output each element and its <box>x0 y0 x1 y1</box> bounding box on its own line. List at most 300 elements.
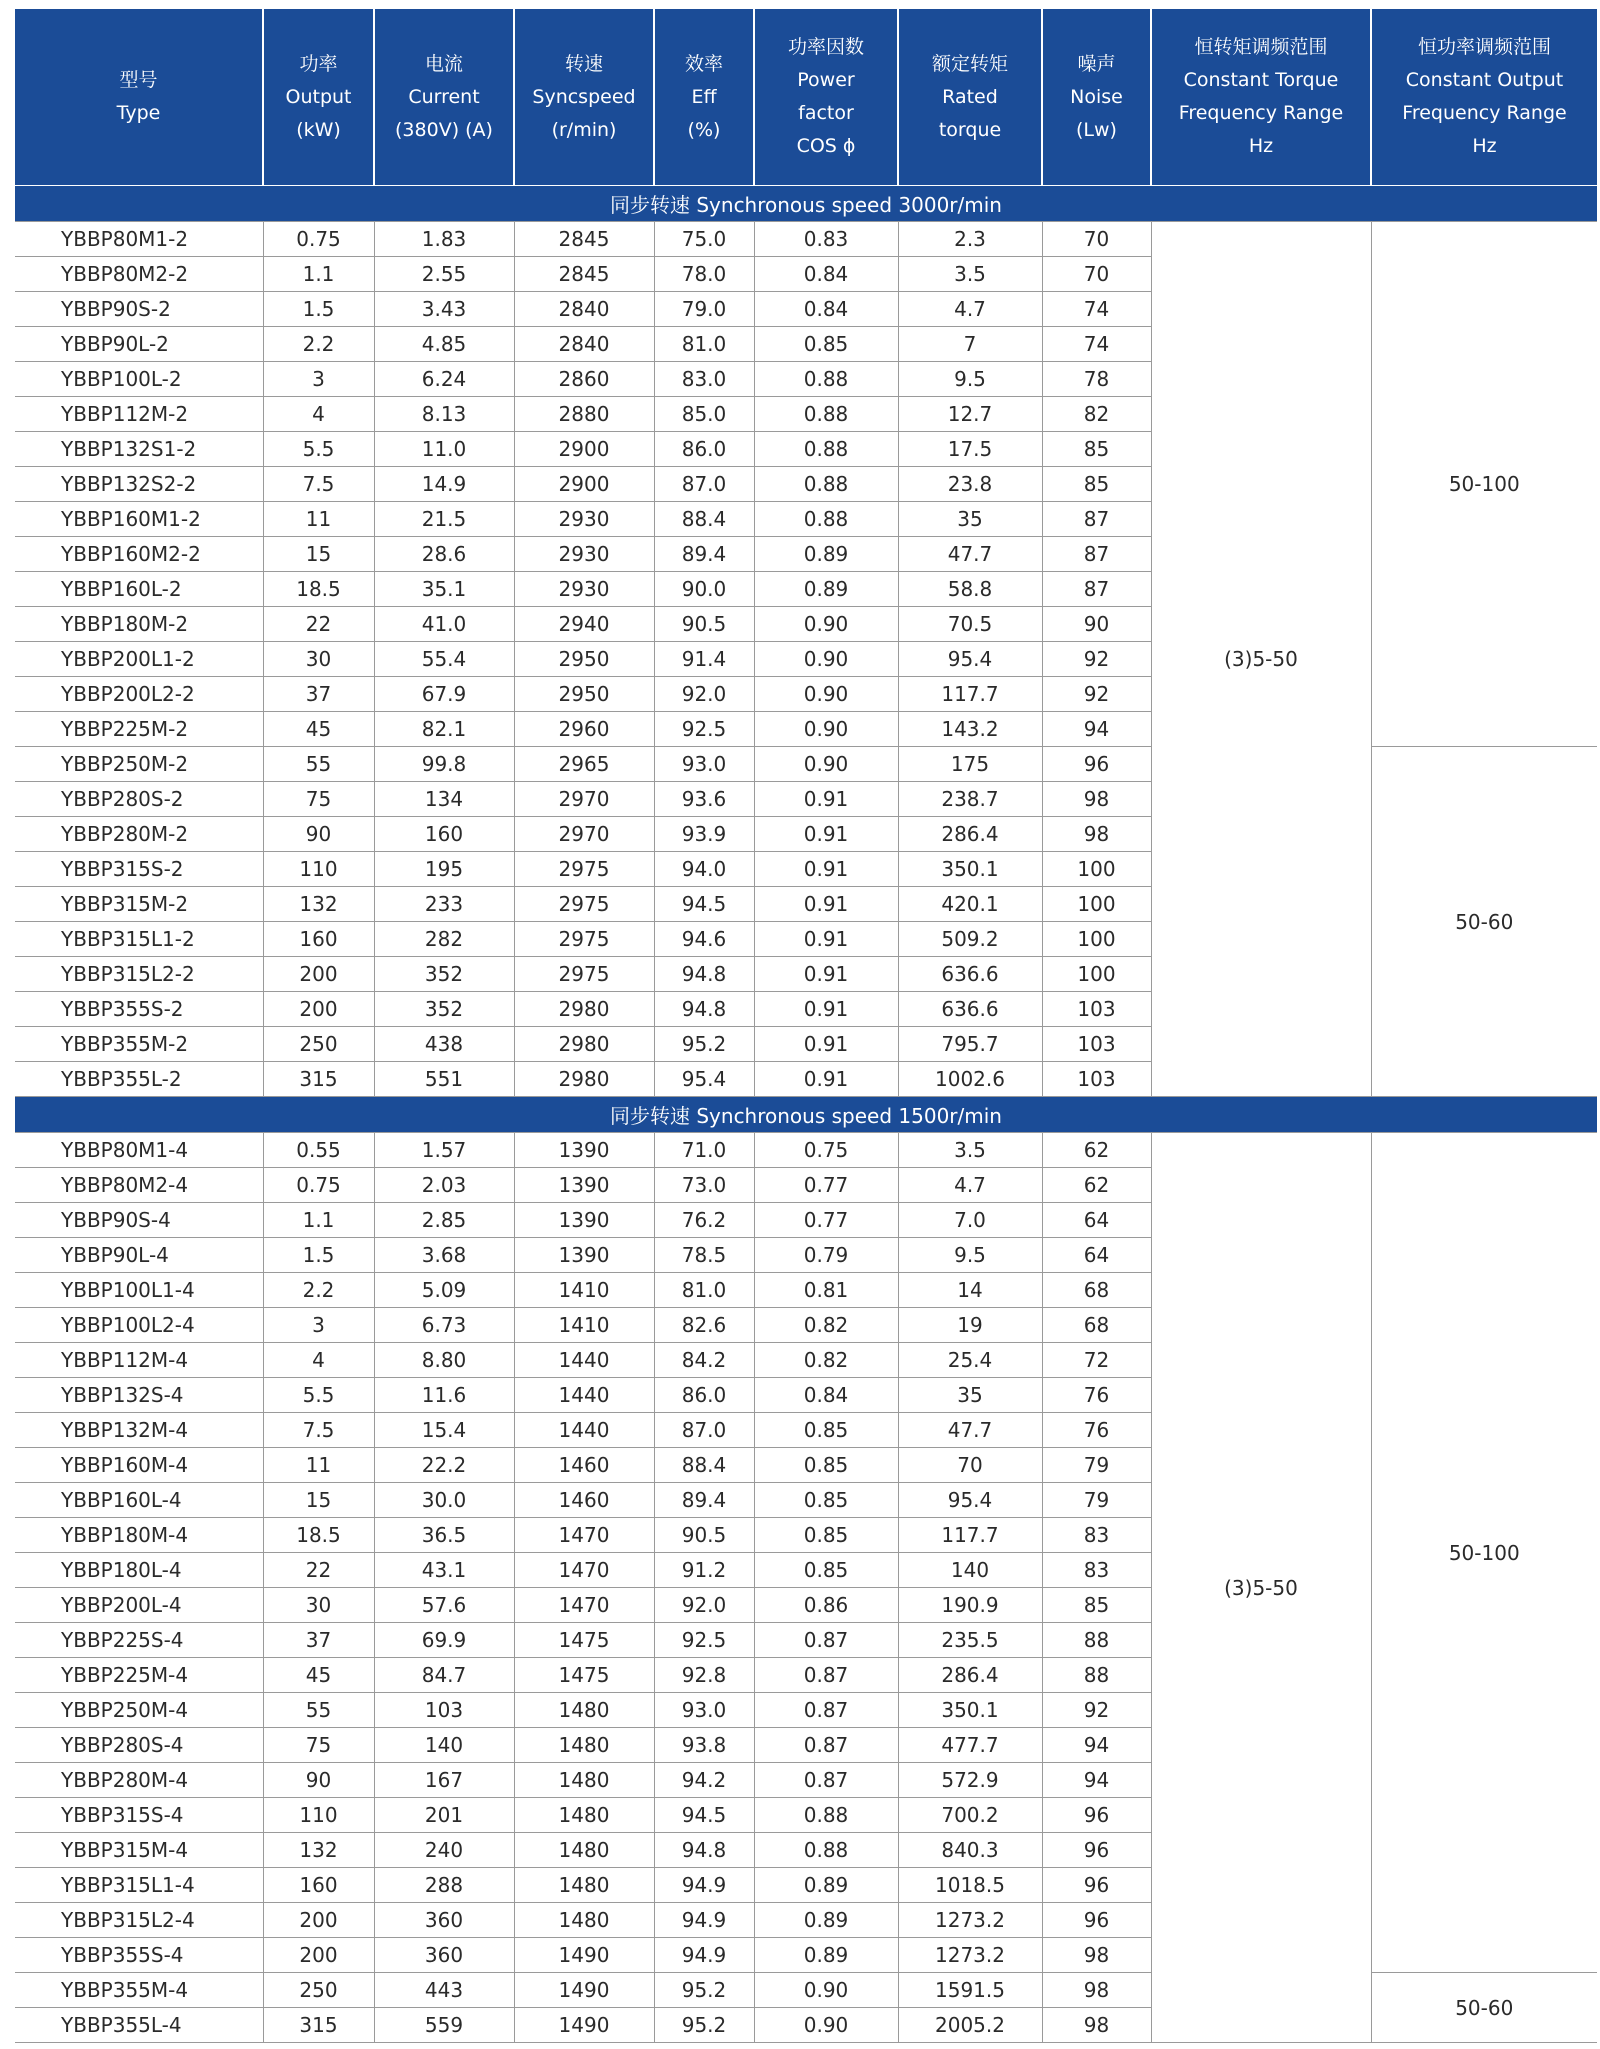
cell-output: 0.55 <box>263 1133 374 1168</box>
cell-rated-torque: 23.8 <box>898 467 1042 502</box>
cell-type: YBBP355M-4 <box>15 1973 263 2008</box>
cell-syncspeed: 2975 <box>514 957 654 992</box>
cell-type: YBBP200L2-2 <box>15 677 263 712</box>
cell-noise: 94 <box>1042 712 1151 747</box>
cell-output: 11 <box>263 502 374 537</box>
cell-current: 240 <box>374 1833 514 1868</box>
cell-syncspeed: 2845 <box>514 222 654 257</box>
cell-output: 4 <box>263 1343 374 1378</box>
cell-rated-torque: 25.4 <box>898 1343 1042 1378</box>
cell-syncspeed: 1410 <box>514 1308 654 1343</box>
header-line: Power <box>797 69 855 91</box>
cell-type: YBBP100L2-4 <box>15 1308 263 1343</box>
cell-noise: 74 <box>1042 292 1151 327</box>
cell-rated-torque: 636.6 <box>898 957 1042 992</box>
cell-type: YBBP80M2-2 <box>15 257 263 292</box>
cell-type: YBBP355M-2 <box>15 1027 263 1062</box>
cell-output: 1.5 <box>263 292 374 327</box>
cell-type: YBBP180M-2 <box>15 607 263 642</box>
cell-efficiency: 91.2 <box>654 1553 754 1588</box>
cell-output: 200 <box>263 1903 374 1938</box>
cell-rated-torque: 350.1 <box>898 852 1042 887</box>
cell-current: 57.6 <box>374 1588 514 1623</box>
cell-noise: 76 <box>1042 1413 1151 1448</box>
table-row <box>15 222 1597 257</box>
cell-output: 90 <box>263 1763 374 1798</box>
cell-efficiency: 93.8 <box>654 1728 754 1763</box>
header-current <box>374 9 514 186</box>
cell-rated-torque: 3.5 <box>898 257 1042 292</box>
cell-syncspeed: 2940 <box>514 607 654 642</box>
header-line: Output <box>285 85 352 108</box>
cell-type: YBBP132S1-2 <box>15 432 263 467</box>
cell-noise: 98 <box>1042 817 1151 852</box>
cell-noise: 96 <box>1042 1868 1151 1903</box>
cell-rated-torque: 286.4 <box>898 1658 1042 1693</box>
cell-rated-torque: 1273.2 <box>898 1938 1042 1973</box>
cell-noise: 78 <box>1042 362 1151 397</box>
cell-syncspeed: 1490 <box>514 1973 654 2008</box>
cell-current: 55.4 <box>374 642 514 677</box>
cell-syncspeed: 1460 <box>514 1483 654 1518</box>
cell-efficiency: 92.5 <box>654 1623 754 1658</box>
cell-power-factor: 0.91 <box>754 782 898 817</box>
cell-syncspeed: 1390 <box>514 1133 654 1168</box>
cell-power-factor: 0.87 <box>754 1728 898 1763</box>
cell-rated-torque: 17.5 <box>898 432 1042 467</box>
header-line: Frequency Range <box>1402 102 1567 124</box>
cell-current: 2.55 <box>374 257 514 292</box>
cell-current: 288 <box>374 1868 514 1903</box>
cell-output: 5.5 <box>263 1378 374 1413</box>
cell-noise: 87 <box>1042 537 1151 572</box>
cell-output: 3 <box>263 362 374 397</box>
cell-rated-torque: 286.4 <box>898 817 1042 852</box>
cell-current: 67.9 <box>374 677 514 712</box>
cell-type: YBBP315L2-2 <box>15 957 263 992</box>
cell-rated-torque: 700.2 <box>898 1798 1042 1833</box>
constant-torque-range-cell: (3)5-50 <box>1151 222 1371 1097</box>
cell-noise: 103 <box>1042 1062 1151 1097</box>
cell-efficiency: 94.9 <box>654 1903 754 1938</box>
cell-power-factor: 0.90 <box>754 1973 898 2008</box>
cell-output: 7.5 <box>263 467 374 502</box>
cell-noise: 92 <box>1042 642 1151 677</box>
cell-noise: 94 <box>1042 1763 1151 1798</box>
cell-noise: 100 <box>1042 887 1151 922</box>
cell-noise: 85 <box>1042 432 1151 467</box>
cell-syncspeed: 2950 <box>514 677 654 712</box>
header-output <box>263 9 374 186</box>
cell-current: 41.0 <box>374 607 514 642</box>
cell-power-factor: 0.87 <box>754 1763 898 1798</box>
cell-rated-torque: 175 <box>898 747 1042 782</box>
cell-noise: 70 <box>1042 222 1151 257</box>
cell-current: 3.68 <box>374 1238 514 1273</box>
header-line: 功率 <box>299 52 338 75</box>
cell-power-factor: 0.87 <box>754 1623 898 1658</box>
cell-power-factor: 0.84 <box>754 1378 898 1413</box>
cell-rated-torque: 70 <box>898 1448 1042 1483</box>
cell-syncspeed: 2980 <box>514 992 654 1027</box>
cell-current: 167 <box>374 1763 514 1798</box>
cell-power-factor: 0.84 <box>754 257 898 292</box>
cell-noise: 85 <box>1042 467 1151 502</box>
constant-output-range-cell: 50-100 <box>1371 1133 1597 1973</box>
cell-output: 315 <box>263 2008 374 2043</box>
cell-efficiency: 88.4 <box>654 1448 754 1483</box>
cell-type: YBBP80M2-4 <box>15 1168 263 1203</box>
cell-output: 37 <box>263 677 374 712</box>
cell-power-factor: 0.90 <box>754 712 898 747</box>
cell-current: 35.1 <box>374 572 514 607</box>
cell-rated-torque: 4.7 <box>898 1168 1042 1203</box>
cell-efficiency: 95.4 <box>654 1062 754 1097</box>
cell-noise: 62 <box>1042 1168 1151 1203</box>
cell-type: YBBP100L1-4 <box>15 1273 263 1308</box>
cell-noise: 98 <box>1042 1938 1151 1973</box>
cell-efficiency: 75.0 <box>654 222 754 257</box>
cell-current: 140 <box>374 1728 514 1763</box>
table-body <box>15 186 1597 2043</box>
cell-noise: 72 <box>1042 1343 1151 1378</box>
cell-output: 1.5 <box>263 1238 374 1273</box>
cell-syncspeed: 2980 <box>514 1062 654 1097</box>
header-line: 恒功率调频范围 <box>1417 36 1551 58</box>
cell-output: 250 <box>263 1973 374 2008</box>
header-line: (%) <box>687 118 721 141</box>
constant-output-range-cell: 50-60 <box>1371 1973 1597 2043</box>
cell-output: 250 <box>263 1027 374 1062</box>
cell-power-factor: 0.77 <box>754 1168 898 1203</box>
cell-rated-torque: 35 <box>898 1378 1042 1413</box>
cell-type: YBBP112M-4 <box>15 1343 263 1378</box>
cell-type: YBBP225M-4 <box>15 1658 263 1693</box>
header-syncspeed <box>514 9 654 186</box>
cell-type: YBBP160M1-2 <box>15 502 263 537</box>
cell-current: 15.4 <box>374 1413 514 1448</box>
cell-syncspeed: 2980 <box>514 1027 654 1062</box>
cell-current: 551 <box>374 1062 514 1097</box>
cell-noise: 88 <box>1042 1623 1151 1658</box>
cell-current: 1.57 <box>374 1133 514 1168</box>
cell-output: 18.5 <box>263 1518 374 1553</box>
cell-syncspeed: 1470 <box>514 1518 654 1553</box>
table-row <box>15 1133 1597 1168</box>
cell-power-factor: 0.90 <box>754 2008 898 2043</box>
cell-syncspeed: 2840 <box>514 327 654 362</box>
cell-output: 55 <box>263 1693 374 1728</box>
cell-type: YBBP280S-2 <box>15 782 263 817</box>
header-line: Eff <box>691 85 717 108</box>
cell-power-factor: 0.84 <box>754 292 898 327</box>
cell-rated-torque: 2005.2 <box>898 2008 1042 2043</box>
cell-type: YBBP315M-4 <box>15 1833 263 1868</box>
header-line: 效率 <box>684 52 723 75</box>
cell-power-factor: 0.85 <box>754 1518 898 1553</box>
cell-efficiency: 94.2 <box>654 1763 754 1798</box>
cell-output: 55 <box>263 747 374 782</box>
cell-power-factor: 0.91 <box>754 1027 898 1062</box>
cell-output: 200 <box>263 957 374 992</box>
cell-rated-torque: 190.9 <box>898 1588 1042 1623</box>
cell-rated-torque: 2.3 <box>898 222 1042 257</box>
cell-efficiency: 81.0 <box>654 1273 754 1308</box>
cell-efficiency: 94.8 <box>654 992 754 1027</box>
cell-syncspeed: 1475 <box>514 1623 654 1658</box>
cell-noise: 103 <box>1042 992 1151 1027</box>
cell-power-factor: 0.87 <box>754 1658 898 1693</box>
cell-efficiency: 95.2 <box>654 1973 754 2008</box>
cell-power-factor: 0.88 <box>754 467 898 502</box>
cell-syncspeed: 2860 <box>514 362 654 397</box>
cell-power-factor: 0.86 <box>754 1588 898 1623</box>
cell-type: YBBP280S-4 <box>15 1728 263 1763</box>
cell-current: 3.43 <box>374 292 514 327</box>
cell-current: 11.0 <box>374 432 514 467</box>
cell-current: 8.13 <box>374 397 514 432</box>
cell-type: YBBP100L-2 <box>15 362 263 397</box>
header-line: Type <box>116 102 161 124</box>
cell-efficiency: 94.5 <box>654 887 754 922</box>
cell-current: 5.09 <box>374 1273 514 1308</box>
cell-noise: 76 <box>1042 1378 1151 1413</box>
cell-noise: 98 <box>1042 782 1151 817</box>
cell-type: YBBP160M-4 <box>15 1448 263 1483</box>
cell-syncspeed: 2960 <box>514 712 654 747</box>
cell-efficiency: 94.9 <box>654 1868 754 1903</box>
cell-syncspeed: 2975 <box>514 922 654 957</box>
cell-output: 3 <box>263 1308 374 1343</box>
cell-output: 75 <box>263 1728 374 1763</box>
cell-efficiency: 86.0 <box>654 1378 754 1413</box>
header-line: 型号 <box>119 69 158 91</box>
cell-power-factor: 0.75 <box>754 1133 898 1168</box>
cell-efficiency: 93.6 <box>654 782 754 817</box>
cell-rated-torque: 143.2 <box>898 712 1042 747</box>
cell-syncspeed: 1440 <box>514 1378 654 1413</box>
cell-efficiency: 90.5 <box>654 1518 754 1553</box>
cell-noise: 82 <box>1042 397 1151 432</box>
cell-efficiency: 93.0 <box>654 1693 754 1728</box>
cell-noise: 85 <box>1042 1588 1151 1623</box>
cell-output: 11 <box>263 1448 374 1483</box>
cell-power-factor: 0.82 <box>754 1343 898 1378</box>
cell-current: 84.7 <box>374 1658 514 1693</box>
cell-syncspeed: 1480 <box>514 1763 654 1798</box>
cell-type: YBBP280M-4 <box>15 1763 263 1798</box>
header-line: Constant Output <box>1405 69 1564 91</box>
cell-type: YBBP132M-4 <box>15 1413 263 1448</box>
cell-power-factor: 0.89 <box>754 1868 898 1903</box>
cell-efficiency: 89.4 <box>654 537 754 572</box>
header-line: Noise <box>1070 85 1123 108</box>
header-noise <box>1042 9 1151 186</box>
cell-current: 438 <box>374 1027 514 1062</box>
cell-efficiency: 86.0 <box>654 432 754 467</box>
cell-syncspeed: 1490 <box>514 2008 654 2043</box>
cell-output: 200 <box>263 1938 374 1973</box>
cell-type: YBBP355L-4 <box>15 2008 263 2043</box>
cell-rated-torque: 840.3 <box>898 1833 1042 1868</box>
cell-type: YBBP160L-2 <box>15 572 263 607</box>
cell-efficiency: 95.2 <box>654 1027 754 1062</box>
cell-syncspeed: 2970 <box>514 782 654 817</box>
header-line: Hz <box>1472 135 1497 157</box>
cell-type: YBBP180L-4 <box>15 1553 263 1588</box>
cell-type: YBBP112M-2 <box>15 397 263 432</box>
cell-efficiency: 92.0 <box>654 1588 754 1623</box>
cell-type: YBBP160M2-2 <box>15 537 263 572</box>
cell-power-factor: 0.85 <box>754 1448 898 1483</box>
cell-current: 69.9 <box>374 1623 514 1658</box>
cell-syncspeed: 2840 <box>514 292 654 327</box>
cell-current: 201 <box>374 1798 514 1833</box>
cell-current: 82.1 <box>374 712 514 747</box>
cell-type: YBBP180M-4 <box>15 1518 263 1553</box>
cell-output: 4 <box>263 397 374 432</box>
cell-rated-torque: 9.5 <box>898 1238 1042 1273</box>
header-line: 恒转矩调频范围 <box>1194 36 1328 58</box>
cell-power-factor: 0.91 <box>754 1062 898 1097</box>
cell-noise: 87 <box>1042 502 1151 537</box>
cell-noise: 103 <box>1042 1027 1151 1062</box>
cell-syncspeed: 2845 <box>514 257 654 292</box>
cell-power-factor: 0.88 <box>754 1833 898 1868</box>
cell-power-factor: 0.89 <box>754 572 898 607</box>
cell-efficiency: 94.0 <box>654 852 754 887</box>
header-line: 额定转矩 <box>931 52 1008 75</box>
cell-syncspeed: 1480 <box>514 1693 654 1728</box>
cell-syncspeed: 2930 <box>514 537 654 572</box>
cell-rated-torque: 1018.5 <box>898 1868 1042 1903</box>
cell-rated-torque: 140 <box>898 1553 1042 1588</box>
cell-current: 103 <box>374 1693 514 1728</box>
section-title: 同步转速 Synchronous speed 3000r/min <box>15 186 1597 222</box>
cell-syncspeed: 1440 <box>514 1343 654 1378</box>
cell-rated-torque: 19 <box>898 1308 1042 1343</box>
cell-power-factor: 0.87 <box>754 1693 898 1728</box>
cell-power-factor: 0.89 <box>754 537 898 572</box>
header-line: Constant Torque <box>1183 69 1339 91</box>
cell-type: YBBP355L-2 <box>15 1062 263 1097</box>
cell-type: YBBP355S-2 <box>15 992 263 1027</box>
cell-rated-torque: 350.1 <box>898 1693 1042 1728</box>
cell-output: 1.1 <box>263 1203 374 1238</box>
header-line: (Lw) <box>1076 118 1117 141</box>
header-line: 转速 <box>564 52 603 75</box>
cell-output: 15 <box>263 537 374 572</box>
constant-output-range-cell: 50-100 <box>1371 222 1597 747</box>
cell-output: 160 <box>263 922 374 957</box>
cell-output: 132 <box>263 1833 374 1868</box>
cell-output: 1.1 <box>263 257 374 292</box>
cell-rated-torque: 7 <box>898 327 1042 362</box>
cell-syncspeed: 1390 <box>514 1238 654 1273</box>
constant-output-range-cell: 50-60 <box>1371 747 1597 1097</box>
cell-syncspeed: 1480 <box>514 1833 654 1868</box>
header-line: Rated <box>942 85 998 108</box>
cell-noise: 64 <box>1042 1238 1151 1273</box>
cell-current: 43.1 <box>374 1553 514 1588</box>
cell-output: 110 <box>263 852 374 887</box>
cell-efficiency: 94.9 <box>654 1938 754 1973</box>
cell-type: YBBP132S2-2 <box>15 467 263 502</box>
cell-efficiency: 88.4 <box>654 502 754 537</box>
cell-output: 45 <box>263 1658 374 1693</box>
cell-noise: 64 <box>1042 1203 1151 1238</box>
cell-type: YBBP90L-4 <box>15 1238 263 1273</box>
cell-syncspeed: 1475 <box>514 1658 654 1693</box>
cell-syncspeed: 2900 <box>514 467 654 502</box>
cell-noise: 88 <box>1042 1658 1151 1693</box>
cell-output: 22 <box>263 607 374 642</box>
cell-noise: 94 <box>1042 1728 1151 1763</box>
cell-current: 6.24 <box>374 362 514 397</box>
cell-output: 160 <box>263 1868 374 1903</box>
cell-current: 282 <box>374 922 514 957</box>
header-line: factor <box>798 102 854 124</box>
cell-output: 132 <box>263 887 374 922</box>
cell-output: 2.2 <box>263 327 374 362</box>
cell-output: 37 <box>263 1623 374 1658</box>
cell-noise: 90 <box>1042 607 1151 642</box>
cell-rated-torque: 1591.5 <box>898 1973 1042 2008</box>
cell-efficiency: 92.8 <box>654 1658 754 1693</box>
cell-syncspeed: 1440 <box>514 1413 654 1448</box>
cell-efficiency: 94.8 <box>654 957 754 992</box>
cell-output: 0.75 <box>263 222 374 257</box>
cell-rated-torque: 509.2 <box>898 922 1042 957</box>
cell-rated-torque: 636.6 <box>898 992 1042 1027</box>
cell-rated-torque: 420.1 <box>898 887 1042 922</box>
header-efficiency <box>654 9 754 186</box>
cell-current: 352 <box>374 957 514 992</box>
cell-efficiency: 92.0 <box>654 677 754 712</box>
cell-syncspeed: 2930 <box>514 502 654 537</box>
cell-efficiency: 78.5 <box>654 1238 754 1273</box>
cell-type: YBBP90S-2 <box>15 292 263 327</box>
cell-efficiency: 94.5 <box>654 1798 754 1833</box>
cell-syncspeed: 1480 <box>514 1903 654 1938</box>
cell-power-factor: 0.89 <box>754 1903 898 1938</box>
cell-rated-torque: 572.9 <box>898 1763 1042 1798</box>
cell-current: 4.85 <box>374 327 514 362</box>
cell-syncspeed: 2975 <box>514 852 654 887</box>
constant-torque-range-cell: (3)5-50 <box>1151 1133 1371 2043</box>
cell-current: 559 <box>374 2008 514 2043</box>
cell-rated-torque: 35 <box>898 502 1042 537</box>
cell-syncspeed: 1410 <box>514 1273 654 1308</box>
cell-noise: 68 <box>1042 1308 1151 1343</box>
cell-rated-torque: 9.5 <box>898 362 1042 397</box>
cell-power-factor: 0.85 <box>754 1553 898 1588</box>
cell-power-factor: 0.90 <box>754 747 898 782</box>
header-line: (r/min) <box>551 118 617 141</box>
cell-current: 99.8 <box>374 747 514 782</box>
cell-efficiency: 78.0 <box>654 257 754 292</box>
cell-syncspeed: 1470 <box>514 1588 654 1623</box>
cell-type: YBBP225S-4 <box>15 1623 263 1658</box>
cell-noise: 100 <box>1042 957 1151 992</box>
cell-syncspeed: 1480 <box>514 1798 654 1833</box>
cell-efficiency: 93.0 <box>654 747 754 782</box>
cell-efficiency: 87.0 <box>654 467 754 502</box>
cell-current: 443 <box>374 1973 514 2008</box>
cell-type: YBBP132S-4 <box>15 1378 263 1413</box>
cell-rated-torque: 47.7 <box>898 1413 1042 1448</box>
cell-power-factor: 0.88 <box>754 397 898 432</box>
